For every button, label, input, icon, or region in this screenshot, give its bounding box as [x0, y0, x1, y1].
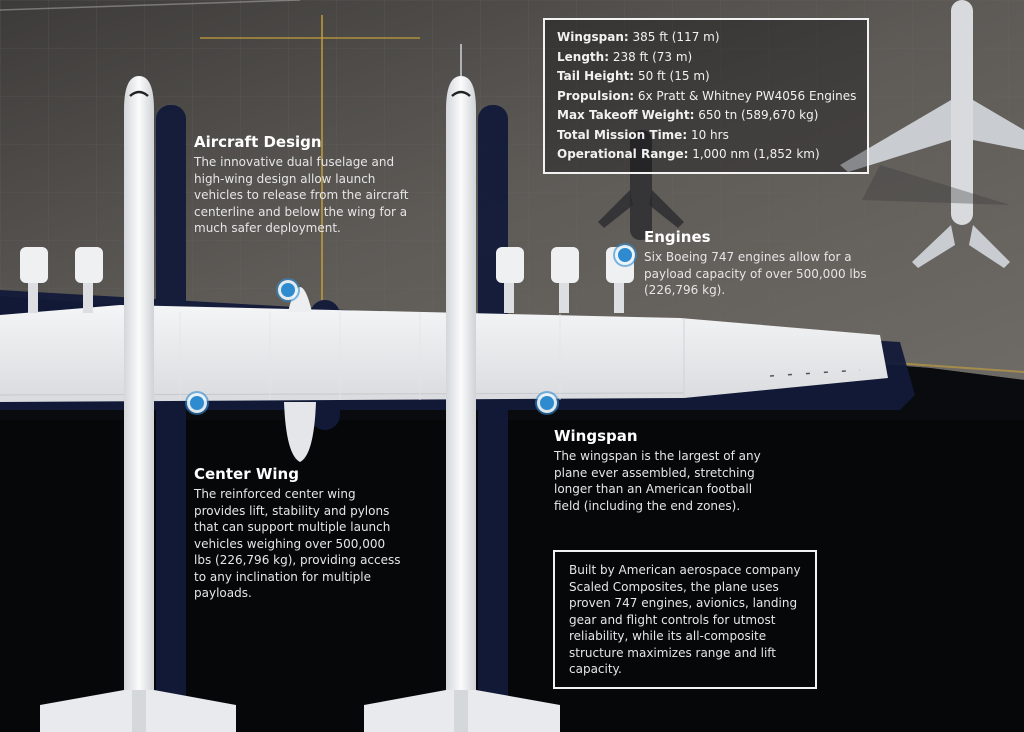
callout-wingspan	[554, 427, 770, 514]
spec-length: Length: 238 ft (73 m)	[557, 49, 693, 64]
hotspot-engines[interactable]	[618, 248, 632, 262]
specifications-box	[543, 18, 869, 174]
callout-title: Engines	[644, 228, 711, 246]
spec-propulsion: Propulsion: 6x Pratt & Whitney PW4056 Engines	[557, 88, 857, 103]
callout-center-wing	[194, 465, 406, 602]
hotspot-center-wing[interactable]	[190, 396, 204, 410]
callout-body: The reinforced center wing provides lift, stability and pylons that can support multiple launch vehicles weighing over 500,000 lbs (226,796 kg), providing access to any inclination for multiple payloads.	[194, 487, 401, 600]
built-by-box	[553, 550, 817, 689]
callout-body: Six Boeing 747 engines allow for a payload capacity of over 500,000 lbs (226,796 kg).	[644, 250, 867, 297]
callout-body: The wingspan is the largest of any plane ever assembled, stretching longer than an American football field (including the end zones).	[554, 449, 761, 513]
callout-title: Wingspan	[554, 427, 638, 445]
callout-title: Center Wing	[194, 465, 299, 483]
spec-wingspan: Wingspan: 385 ft (117 m)	[557, 30, 720, 44]
built-by-text: Built by American aerospace company Scaled Composites, the plane uses proven 747 engines, avionics, landing gear and flight controls for utmost reliability, while its all-composite structure maximizes range and lift capacity.	[569, 563, 801, 676]
hotspot-wingspan[interactable]	[540, 396, 554, 410]
spec-max-takeoff-weight: Max Takeoff Weight: 650 tn (589,670 kg)	[557, 108, 819, 122]
callout-body: The innovative dual fuselage and high-wing design allow launch vehicles to release from the aircraft centerline and below the wing for a much safer deployment.	[194, 155, 409, 235]
spec-tail-height: Tail Height: 50 ft (15 m)	[557, 69, 710, 83]
callout-aircraft-design	[194, 133, 424, 237]
spec-total-mission-time: Total Mission Time: 10 hrs	[557, 127, 729, 142]
hotspot-aircraft-design[interactable]	[281, 283, 295, 297]
callout-title: Aircraft Design	[194, 133, 322, 151]
spec-operational-range: Operational Range: 1,000 nm (1,852 km)	[557, 147, 820, 161]
callout-engines	[644, 228, 872, 299]
